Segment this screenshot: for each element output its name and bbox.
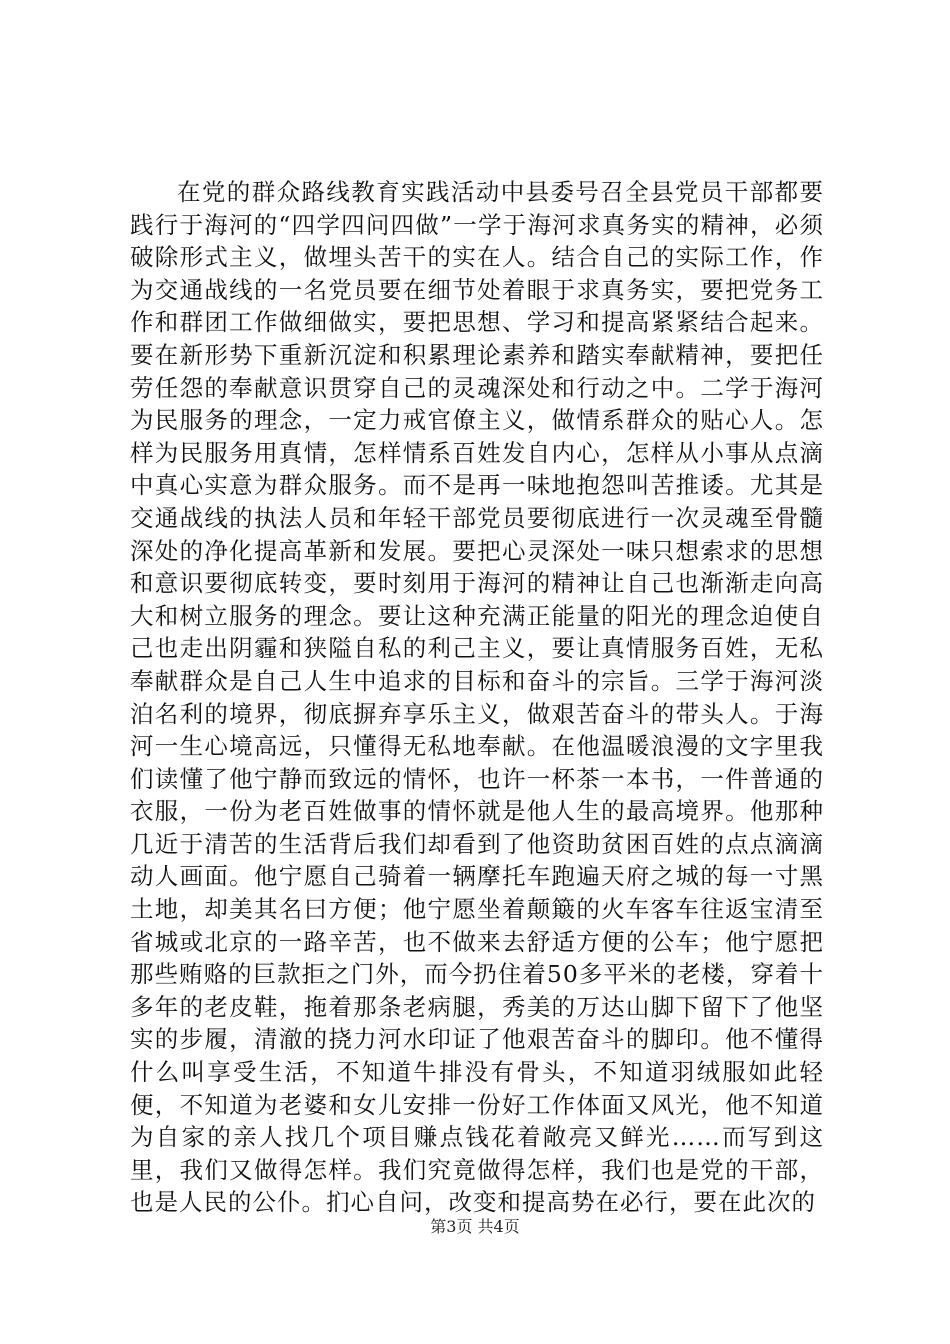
body-paragraph: 在党的群众路线教育实践活动中县委号召全县党员干部都要践行于海河的“四学四问四做”一学于海河求真务实的精神，必须破除形式主义，做埋头苦干的实在人。结合自己的实际工作，作为交通战线的一名党员要在细节处着眼于求真务实，要把党务工作和群团工作做细做实，要把思想、学习和提高紧紧结合起来。要在新形势下重新沉淀和积累理论素养和踏实奉献精神，要把任劳任怨的奉献意识贯穿自己的灵魂深处和行动之中。二学于海河为民服务的理念，一定力戒官僚主义，做情系群众的贴心人。怎样为民服务用真情，怎样情系百姓发自内心，怎样从小事从点滴中真心实意为群众服务。而不是再一味地抱怨叫苦推诿。尤其是交通战线的执法人员和年轻干部党员要彻底进行一次灵魂至骨髓深处的净化提高革新和发展。要把心灵深处一味只想索求的思想和意识要彻底转变，要时刻用于海河的精神让自己也渐渐走向高大和树立服务的理念。要让这种充满正能量的阳光的理念迫使自己也走出阴霾和狭隘自私的利己主义，要让真情服务百姓，无私奉献群众是自己人生中追求的目标和奋斗的宗旨。三学于海河淡泊名利的境界，彻底摒弃享乐主义，做艰苦奋斗的带头人。于海河一生心境高远，只懂得无私地奉献。在他温暖浪漫的文字里我们读懂了他宁静而致远的情怀，也许一杯茶一本书，一件普通的衣服，一份为老百姓做事的情怀就是他人生的最高境界。他那种几近于清苦的生活背后我们却看到了他资助贫困百姓的点点滴滴动人画面。他宁愿自己骑着一辆摩托车跑遍天府之城的每一寸黑土地，却美其名曰方便；他宁愿坐着颠簸的火车客车往返宝清至省城或北京的一路辛苦，也不做来去舒适方便的公车；他宁愿把那些贿赂的巨款拒之门外，而今扔住着50多平米的老楼，穿着十多年的老皮鞋，拖着那条老病腿，秀美的万达山脚下留下了他坚实的步履，清澈的挠力河水印证了他艰苦奋斗的脚印。他不懂得什么叫享受生活，不知道牛排没有骨头，不知道羽绒服如此轻便，不知道为老婆和女儿安排一份好工作体面又风光，他不知道为自家的亲人找几个项目赚点钱花着敞亮又鲜光……而写到这里，我们又做得怎样。我们究竟做得怎样，我们也是党的干部，也是人民的公仆。扪心自问，改变和提高势在必行，要在此次的 [130,178,824,1217]
page-number-footer: 第3页 共4页 [430,1217,520,1236]
